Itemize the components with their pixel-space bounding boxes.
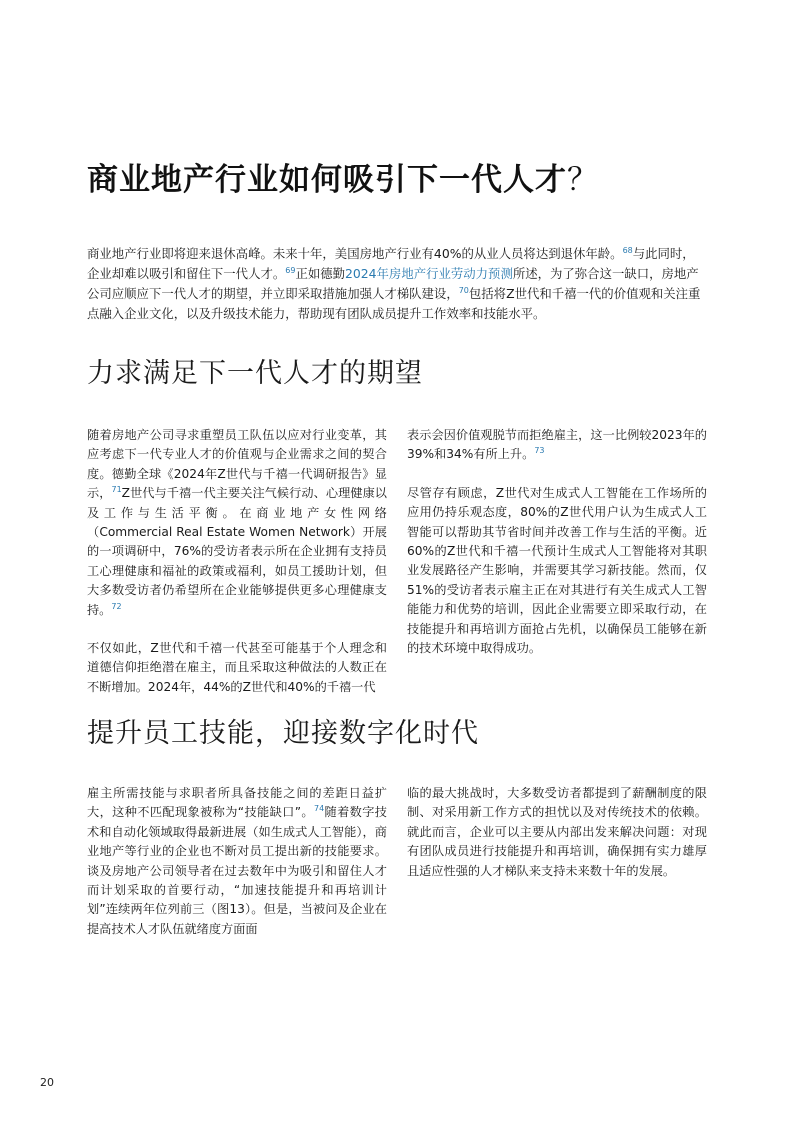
footnote-ref[interactable]: 69 (285, 265, 296, 275)
intro-paragraph (87, 244, 707, 324)
body-text: 雇主所需技能与求职者所具备技能之间的差距日益扩大，这种不匹配现象被称为“技能缺口”。 (87, 786, 387, 820)
intro-text: 商业地产行业即将迎来退休高峰。未来十年，美国房地产行业有40%的从业人员将达到退休年龄。 (87, 246, 623, 261)
footnote-ref[interactable]: 71 (111, 485, 122, 495)
section1-right-column (407, 426, 707, 677)
section1-left-column (87, 426, 387, 697)
body-paragraph (87, 639, 387, 697)
footnote-ref[interactable]: 72 (111, 601, 122, 611)
page-title-text: 商业地产行业如何吸引下一代人才 (87, 162, 567, 198)
body-paragraph (87, 426, 387, 620)
footnote-ref[interactable]: 68 (622, 245, 633, 255)
intro-text: 所述，为了弥合这一缺口，房地产公司应顺应下一代人才的期望，并立即采取措施加强人才梯队建设， (87, 266, 699, 301)
section-heading-upskilling: 提升员工技能，迎接数字化时代 (87, 718, 479, 749)
body-paragraph: 尽管存有顾虑，Z世代对生成式人工智能在工作场所的应用仍持乐观态度，80%的Z世代用户认为生成式人工智能可以帮助其节省时间并改善工作与生活的平衡。近60%的Z世代和千禧一代预计生成式人工智能将对其职业发展路径产生影响，并需要其学习新技能。然而，仅51%的受访者表示雇主正在对其进行有关生成式人工智能能力和优势的培训，因此企业需要立即采取行动，在技能提升和再培训方面抢占先机，以确保员工能够在新的技术环境中取得成功。 (407, 485, 707, 656)
footnote-ref[interactable]: 74 (313, 804, 325, 814)
section2-left-column (87, 784, 387, 959)
body-text: 随着房地产公司寻求重塑员工队伍以应对行业变革，其应考虑下一代专业人才的价值观与企业需求之间的契合度。德勤全球《2024年Z世代与千禧一代调研报告》显示， (87, 428, 387, 501)
body-text: 随着数字技术和自动化领域取得最新进展（如生成式人工智能），商业地产等行业的企业也不断对员工提出新的技能要求。谈及房地产公司领导者在过去数年中为吸引和留住人才而计划采取的首要行动，“加速技能提升和再培训计划”连续两年位列前三（图13）。但是，当被问及企业在提高技术人才队伍就绪度方面面 (87, 805, 387, 936)
body-paragraph: 表示会因价值观脱节而拒绝雇主，这一比例较2023年的39%和34%有所上升。$^{73}$ (407, 428, 707, 462)
intro-text: 包括将Z世代和千禧一代的价值观和关注重点融入企业文化，以及升级技术能力，帮助现有团队成员提升工作效率和技能水平。 (87, 286, 701, 321)
section2-right-column (407, 784, 707, 900)
footnote-ref[interactable]: 70 (458, 285, 469, 295)
body-paragraph: 临的最大挑战时，大多数受访者都提到了薪酬制度的限制、对采用新工作方式的担忧以及对传统技术的依赖。就此而言，企业可以主要从内部出发来解决问题：对现有团队成员进行技能提升和再培训，确保拥有实力雄厚且适应性强的人才梯队来支持未来数十年的发展。 (407, 786, 707, 878)
page-number: 20 (40, 1076, 54, 1089)
body-text: Z世代与千禧一代主要关注气候行动、心理健康以及工作与生活平衡。在商业地产女性网络（Commercial Real Estate Women Network）开展的一项调研中，76%的受访者表示所在企业拥有支持员工心理健康和福祉的政策或福利，如员工援助计划，但大多数受访者仍希望所在企业能够提供更多心理健康支持。 (87, 486, 387, 617)
body-text: 不仅如此，Z世代和千禧一代甚至可能基于个人理念和道德信仰拒绝潜在雇主，而且采取这种做法的人数正在不断增加。2024年，44%的Z世代和40%的千禧一代 (87, 641, 387, 694)
intro-text: 与此同时，企业却难以吸引和留住下一代人才。 (87, 246, 695, 281)
intro-text: 正如德勤 (295, 266, 345, 281)
body-paragraph (87, 784, 387, 940)
footnote-ref[interactable]: 73 (534, 446, 545, 456)
section-heading-expectations: 力求满足下一代人才的期望 (87, 358, 423, 389)
page-title-question-mark: ？ (567, 162, 599, 198)
page-title (87, 160, 727, 200)
workforce-forecast-link[interactable]: 2024年房地产行业劳动力预测 (345, 266, 513, 281)
